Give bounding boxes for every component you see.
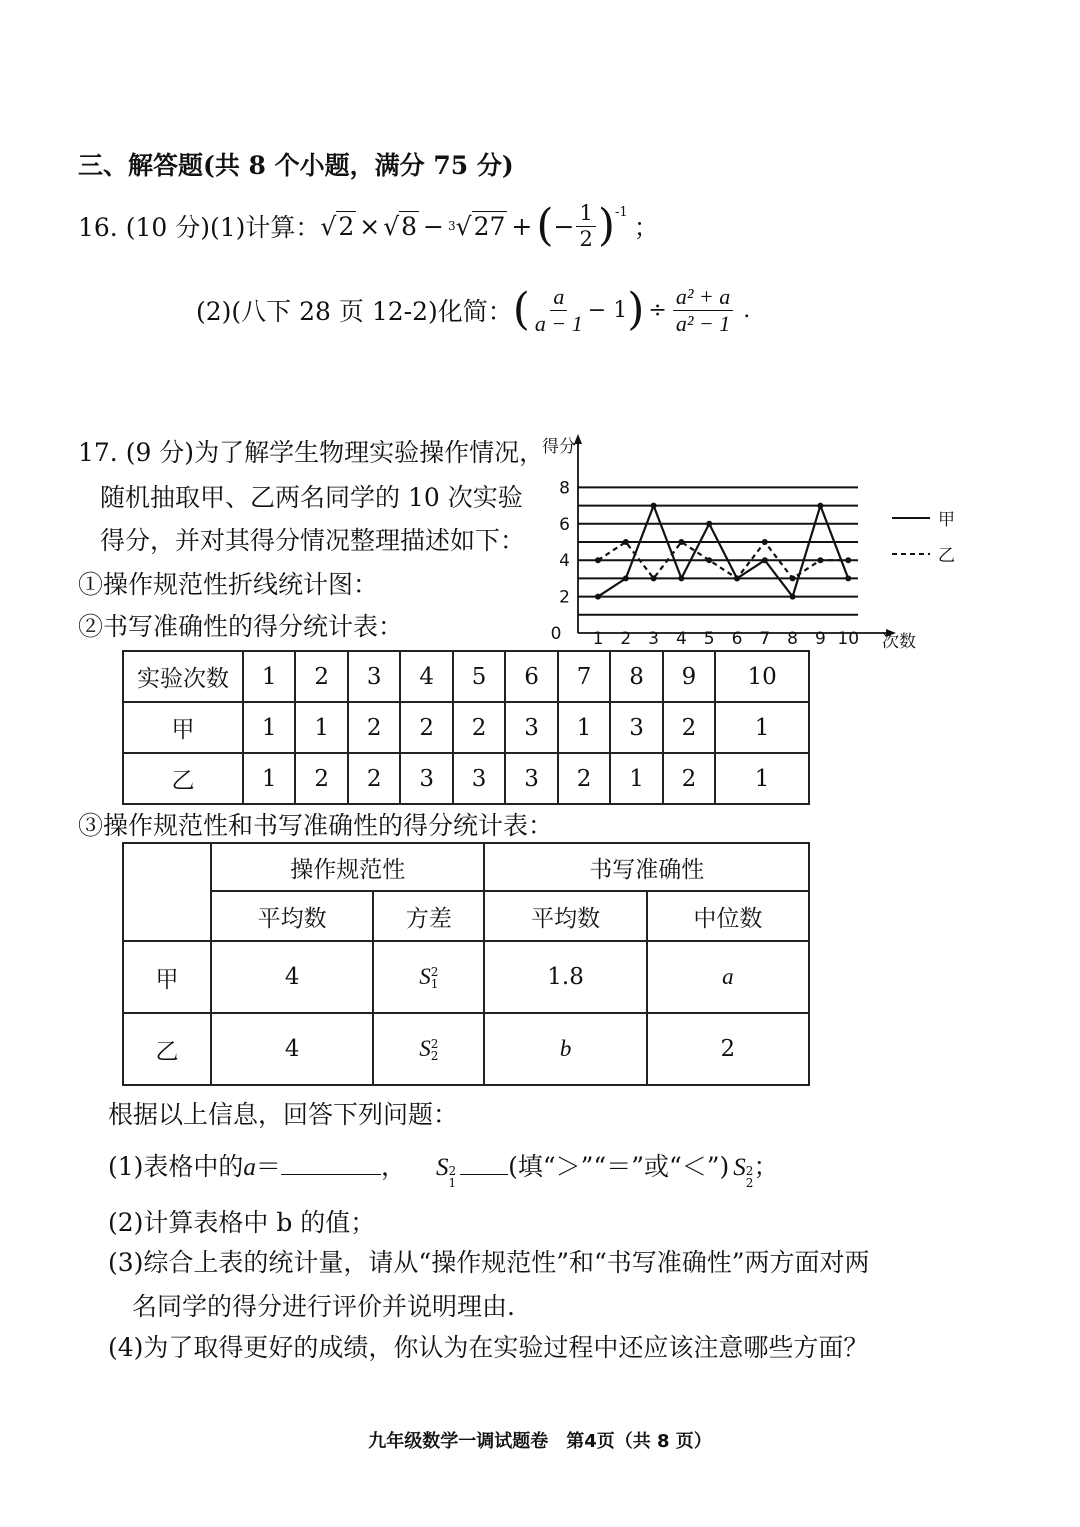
scores-row-jia-cell: 2 [663,702,715,753]
q16-part1-label: (1)计算： [209,213,321,242]
stats-yi-variance: S 2 2 [373,1013,484,1085]
data-point [706,557,712,563]
q16-part2-label: (2)(八下 28 页 12-2)化简： [196,297,513,326]
scores-row-jia-cell: 2 [348,702,400,753]
stats-row-jia-name: 甲 [123,941,211,1013]
y-tick-label: 2 [559,587,570,608]
scores-row-yi-cell: 3 [453,753,505,804]
scores-row-yi-cell: 2 [348,753,400,804]
scores-header-row-cell: 5 [453,651,505,702]
scores-row-yi-cell: 2 [663,753,715,804]
scores-header-row-cell: 6 [505,651,557,702]
q16-number: 16. (10 分) [78,213,210,242]
stats-sub-median: 中位数 [647,891,809,941]
data-point [762,539,768,545]
q16-expression: √ 2 × √ 8 − 3 √ 27 + ( − $\frac{1}{2}$ ) $^{-1}$ ； [320,200,659,251]
q17-item1: ①操作规范性折线统计图： [78,570,379,599]
x-tick-label: 6 [731,629,743,649]
q16-part2-expression: ( $\frac{a}{a - 1}$ − 1 ) ÷ $\frac{\text{a² + a}}{\text{a² − 1}}$ . [512,284,751,336]
scores-row-jia-cell: 1 [558,702,610,753]
x-tick-label: 5 [703,629,715,649]
data-point [817,557,823,563]
origin-label: 0 [550,624,562,644]
scores-header-row-label: 实验次数 [123,651,243,702]
stats-sub-variance: 方差 [373,891,484,941]
data-point [595,557,601,563]
x-axis-label: 次数 [882,632,916,652]
q17-intro-line1: 17. (9 分)为了解学生物理实验操作情况， [78,438,545,467]
data-point [706,521,712,527]
answer-blank-a[interactable] [281,1174,381,1175]
scores-row-jia-cell: 1 [715,702,809,753]
scores-header-row-cell: 1 [243,651,295,702]
scores-row-yi-cell: 1 [610,753,662,804]
stats-jia-median: a [647,941,809,1013]
scores-header-row-cell: 8 [610,651,662,702]
x-tick-label: 1 [592,629,604,649]
data-point [790,594,796,600]
stats-yi-median: 2 [647,1013,809,1085]
scores-header-row-cell: 10 [715,651,809,702]
x-tick-label: 9 [814,629,826,649]
data-point [651,575,657,581]
scores-row-yi-cell: 3 [505,753,557,804]
x-tick-label: 10 [837,629,860,649]
x-tick-label: 4 [675,629,687,649]
y-tick-label: 6 [559,514,570,535]
scores-row-jia-cell: 2 [453,702,505,753]
q16-part2 [196,278,750,342]
data-point [845,557,851,563]
q17-sub2: (2)计算表格中 b 的值； [108,1208,376,1237]
series-line-jia [598,506,848,597]
stats-table [122,842,810,1086]
legend-label: 乙 [938,546,955,566]
scores-row-jia-cell: 3 [610,702,662,753]
scores-table [122,650,810,805]
scores-header-row-cell: 9 [663,651,715,702]
x-tick-label: 7 [759,629,771,649]
scores-row-jia-cell: 1 [295,702,347,753]
q17-item2: ②书写准确性的得分统计表： [78,612,404,641]
data-point [845,575,851,581]
data-point [651,503,657,509]
data-point [678,575,684,581]
q17-sub1: (1)表格中的 a ＝ ， S 2 1 (填“＞”“＝”或“＜”) S 2 2 ； [108,1152,779,1190]
scores-header-row-cell: 7 [558,651,610,702]
q17-sub3-line2: 名同学的得分进行评价并说明理由. [132,1292,515,1321]
y-tick-label: 4 [559,551,570,572]
stats-yi-mean1: 4 [211,1013,373,1085]
scores-row-yi-cell: 1 [715,753,809,804]
q17-intro-line3: 得分，并对其得分情况整理描述如下： [100,526,526,555]
scores-row-jia [123,702,809,753]
scores-row-jia-label: 甲 [123,702,243,753]
data-point [623,539,629,545]
data-point [817,503,823,509]
y-axis-label: 得分 [542,437,576,457]
scores-row-yi-cell: 2 [558,753,610,804]
stats-row-yi-name: 乙 [123,1013,211,1085]
stats-group1: 操作规范性 [211,843,484,891]
scores-row-jia-cell: 1 [243,702,295,753]
y-tick-label: 8 [559,478,570,499]
stats-corner-cell [123,843,211,941]
data-point [762,557,768,563]
scores-row-yi [123,753,809,804]
q17-sub3-line1: (3)综合上表的统计量，请从“操作规范性”和“书写准确性”两方面对两 [108,1248,870,1277]
q16-part1 [78,196,659,256]
q17-prompt: 根据以上信息，回答下列问题： [108,1100,459,1129]
scores-header-row-cell: 4 [400,651,452,702]
x-tick-label: 8 [787,629,799,649]
stats-group2: 书写准确性 [484,843,809,891]
scores-row-yi-cell: 2 [295,753,347,804]
scores-header-row-cell: 3 [348,651,400,702]
data-point [595,594,601,600]
stats-sub-mean1: 平均数 [211,891,373,941]
answer-blank-compare[interactable] [460,1174,508,1175]
stats-jia-variance: S 2 1 [373,941,484,1013]
stats-jia-mean1: 4 [211,941,373,1013]
stats-yi-mean2: b [484,1013,646,1085]
line-chart [520,430,960,655]
scores-header-row-cell: 2 [295,651,347,702]
scores-row-jia-cell: 3 [505,702,557,753]
stats-sub-mean2: 平均数 [484,891,646,941]
data-point [790,575,796,581]
page-footer: 九年级数学一调试题卷 第4页（共 8 页） [368,1431,712,1452]
section-title: 三、解答题(共 8 个小题，满分 75 分) [78,151,514,180]
legend-label: 甲 [938,510,955,530]
scores-header-row [123,651,809,702]
stats-jia-mean2: 1.8 [484,941,646,1013]
q17-item3: ③操作规范性和书写准确性的得分统计表： [78,811,554,840]
q17-sub4: (4)为了取得更好的成绩，你认为在实验过程中还应该注意哪些方面？ [108,1333,869,1362]
q17-intro-line2: 随机抽取甲、乙两名同学的 10 次实验 [100,483,523,512]
data-point [678,539,684,545]
data-point [623,575,629,581]
x-tick-label: 3 [648,629,660,649]
x-tick-label: 2 [620,629,632,649]
scores-row-yi-cell: 3 [400,753,452,804]
data-point [734,575,740,581]
scores-row-yi-label: 乙 [123,753,243,804]
scores-row-jia-cell: 2 [400,702,452,753]
scores-row-yi-cell: 1 [243,753,295,804]
